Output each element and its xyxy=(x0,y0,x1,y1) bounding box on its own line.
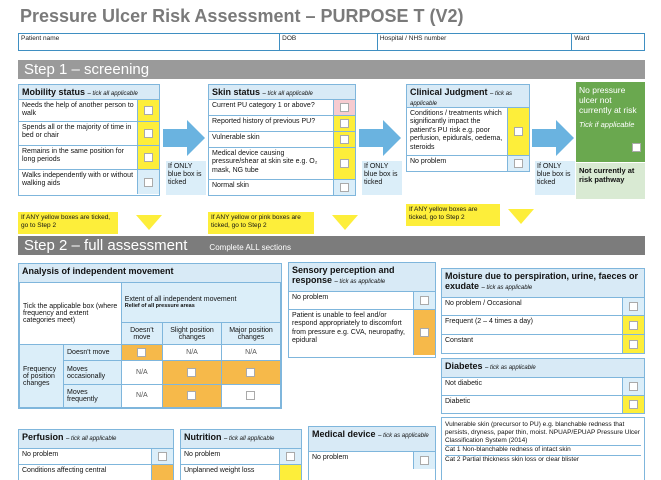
medical-title: Medical device xyxy=(312,429,376,439)
blue-only-note: If ONLY blue box is ticked xyxy=(362,161,402,195)
step2-bar xyxy=(18,236,645,255)
skin-title: Skin status xyxy=(212,87,261,97)
cat2-text: Cat 2 Partial thickness skin loss or clear blister xyxy=(445,455,641,464)
movement-title: Analysis of independent movement xyxy=(19,264,281,282)
mobility-checkbox[interactable] xyxy=(144,106,153,115)
movement-tick-text: Tick the applicable box (where frequency and extent categories meet) xyxy=(20,283,122,345)
not-at-risk-checkbox[interactable] xyxy=(632,143,641,152)
na-cell: N/A xyxy=(121,361,162,384)
arrow-down-icon xyxy=(508,209,534,224)
go-to-step2-note: If ANY yellow boxes are ticked, go to Step 2 xyxy=(406,204,500,226)
row-header: Moves occasionally xyxy=(64,361,122,384)
diabetes-item: Diabetic xyxy=(445,398,471,405)
moisture-checkbox[interactable] xyxy=(629,321,638,330)
skin-hint: – tick all applicable xyxy=(262,91,313,97)
diabetes-panel xyxy=(441,358,645,414)
clinical-header xyxy=(407,85,529,107)
perfusion-panel xyxy=(18,429,174,480)
skin-checkbox[interactable] xyxy=(340,183,349,192)
col-header: Major position changes xyxy=(221,323,280,345)
mobility-checkbox[interactable] xyxy=(144,153,153,162)
moisture-header xyxy=(442,269,644,297)
nutrition-hint: – tick all applicable xyxy=(224,436,275,442)
ward-field[interactable]: Ward xyxy=(574,35,590,42)
clinical-panel xyxy=(406,84,530,172)
nutrition-item: No problem xyxy=(184,451,221,458)
movement-panel xyxy=(18,263,282,409)
vulnerable-skin-text: Vulnerable skin (precursor to PU) e.g. blanchable redness that persists, dryness, paper thin, moist. NPUAP/EPUAP Pressure Ulcer Classification System (2014) xyxy=(445,421,640,445)
arrow-down-icon xyxy=(136,215,162,230)
skin-item: Reported history of previous PU? xyxy=(212,118,316,125)
perfusion-hint: – tick all applicable xyxy=(66,436,117,442)
skin-panel xyxy=(208,84,356,196)
col-header: Doesn't move xyxy=(121,323,162,345)
diabetes-hint: – tick as applicable xyxy=(485,365,536,371)
moisture-item: No problem / Occasional xyxy=(445,300,522,307)
medical-item: No problem xyxy=(312,454,349,461)
perfusion-item: Conditions affecting central xyxy=(22,467,107,474)
freq-label: Frequency of position changes xyxy=(20,345,64,408)
diabetes-header xyxy=(442,359,644,377)
diabetes-checkbox[interactable] xyxy=(629,400,638,409)
perfusion-title: Perfusion xyxy=(22,432,64,442)
step1-label: Step 1 – screening xyxy=(24,61,150,78)
vulnerable-skin-info xyxy=(441,417,645,480)
medical-device-panel xyxy=(308,426,436,480)
moisture-item: Constant xyxy=(445,337,474,344)
skin-checkbox[interactable] xyxy=(340,103,349,112)
go-to-step2-note: If ANY yellow boxes are ticked, go to Step 2 xyxy=(18,212,118,234)
diabetes-checkbox[interactable] xyxy=(629,382,638,391)
movement-checkbox[interactable] xyxy=(187,391,196,400)
mobility-item: Walks independently with or without walking aids xyxy=(22,172,134,188)
not-at-risk-pathway[interactable]: Not currently at risk pathway xyxy=(576,163,645,199)
nutrition-header xyxy=(181,430,301,448)
dob-field[interactable]: DOB xyxy=(280,34,378,50)
perfusion-item: No problem xyxy=(22,451,59,458)
movement-checkbox[interactable] xyxy=(246,391,255,400)
step2-sub: Complete ALL sections xyxy=(209,243,291,252)
sensory-header xyxy=(289,263,435,291)
movement-checkbox[interactable] xyxy=(137,348,146,357)
row-header: Doesn't move xyxy=(64,345,122,361)
tick-if-applicable: Tick if applicable xyxy=(579,119,635,129)
hospital-number-field[interactable]: Hospital / NHS number xyxy=(378,34,572,50)
moisture-checkbox[interactable] xyxy=(629,340,638,349)
moisture-panel xyxy=(441,268,645,354)
na-cell: N/A xyxy=(121,384,162,407)
medical-checkbox[interactable] xyxy=(420,456,429,465)
mobility-title: Mobility status xyxy=(22,87,86,97)
clinical-title: Clinical Judgment xyxy=(410,87,488,97)
step2-label: Step 2 – full assessment xyxy=(24,237,188,254)
movement-checkbox[interactable] xyxy=(246,368,255,377)
mobility-header xyxy=(19,85,159,99)
cat1-text: Cat 1 Non-blanchable redness of intact skin xyxy=(445,445,641,454)
diabetes-item: Not diabetic xyxy=(445,380,482,387)
skin-item: Current PU category 1 or above? xyxy=(212,102,315,109)
page-title: Pressure Ulcer Risk Assessment – PURPOSE T (V2) xyxy=(20,6,464,26)
moisture-title: Moisture due to perspiration, urine, faeces or exudate xyxy=(445,271,639,291)
relief-header: Relief of all pressure areas xyxy=(124,303,195,309)
diabetes-title: Diabetes xyxy=(445,361,483,371)
patient-info-bar xyxy=(18,33,645,51)
moisture-item: Frequent (2 – 4 times a day) xyxy=(445,318,533,325)
patient-name-field[interactable]: Patient name xyxy=(19,34,280,50)
go-to-step2-note: If ANY yellow or pink boxes are ticked, go to Step 2 xyxy=(208,212,314,234)
nutrition-item: Unplanned weight loss xyxy=(184,467,255,474)
nutrition-checkbox[interactable] xyxy=(286,452,295,461)
mobility-panel xyxy=(18,84,160,196)
arrow-right-icon xyxy=(359,120,401,156)
sensory-title: Sensory perception and response xyxy=(292,265,395,285)
skin-item: Normal skin xyxy=(212,182,249,189)
skin-checkbox[interactable] xyxy=(340,135,349,144)
skin-checkbox[interactable] xyxy=(340,159,349,168)
not-at-risk-box xyxy=(576,82,645,162)
na-cell: N/A xyxy=(221,345,280,361)
blue-only-note: If ONLY blue box is ticked xyxy=(535,161,575,195)
arrow-right-icon xyxy=(163,120,205,156)
moisture-checkbox[interactable] xyxy=(629,302,638,311)
clinical-checkbox[interactable] xyxy=(514,159,523,168)
sensory-checkbox[interactable] xyxy=(420,296,429,305)
perfusion-checkbox[interactable] xyxy=(158,452,167,461)
step1-bar xyxy=(18,60,645,79)
skin-checkbox[interactable] xyxy=(340,119,349,128)
skin-item: Medical device causing pressure/shear at skin site e.g. O₂ mask, NG tube xyxy=(212,150,318,174)
mobility-item: Spends all or the majority of time in bed or chair xyxy=(22,124,132,140)
not-at-risk-text: No pressure ulcer not currently at risk xyxy=(579,85,637,116)
row-header: Moves frequently xyxy=(64,384,122,407)
mobility-checkbox[interactable] xyxy=(144,129,153,138)
medical-header xyxy=(309,427,435,451)
mobility-item: Remains in the same position for long periods xyxy=(22,148,124,164)
moisture-hint: – tick as applicable xyxy=(481,285,533,291)
mobility-item: Needs the help of another person to walk xyxy=(22,102,134,118)
sensory-hint: – tick as applicable xyxy=(334,279,386,285)
medical-hint: – tick as applicable xyxy=(378,433,429,439)
extent-header: Extent of all independent movement xyxy=(124,296,237,303)
arrow-down-icon xyxy=(332,215,358,230)
skin-item: Vulnerable skin xyxy=(212,134,260,141)
nutrition-title: Nutrition xyxy=(184,432,222,442)
sensory-checkbox[interactable] xyxy=(420,328,429,337)
sensory-panel xyxy=(288,262,436,358)
perfusion-header xyxy=(19,430,173,448)
movement-checkbox[interactable] xyxy=(187,368,196,377)
skin-header xyxy=(209,85,355,99)
arrow-right-icon xyxy=(532,120,574,156)
blue-only-note: If ONLY blue box is ticked xyxy=(166,161,206,195)
clinical-item: Conditions / treatments which significantly impact the patient's PU risk e.g. poor perfusion, epidurals, oedema, steroids xyxy=(410,110,503,151)
nutrition-panel xyxy=(180,429,302,480)
sensory-item: Patient is unable to feel and/or respond appropriately to discomfort from pressure e.g. CVA, neuropathy, epidural xyxy=(292,312,405,345)
clinical-hint: – tick as applicable xyxy=(410,91,513,107)
mobility-checkbox[interactable] xyxy=(144,178,153,187)
clinical-item: No problem xyxy=(410,158,447,165)
sensory-item: No problem xyxy=(292,294,329,301)
na-cell: N/A xyxy=(162,345,221,361)
mobility-hint: – tick all applicable xyxy=(87,91,138,97)
clinical-checkbox[interactable] xyxy=(514,127,523,136)
col-header: Slight position changes xyxy=(162,323,221,345)
